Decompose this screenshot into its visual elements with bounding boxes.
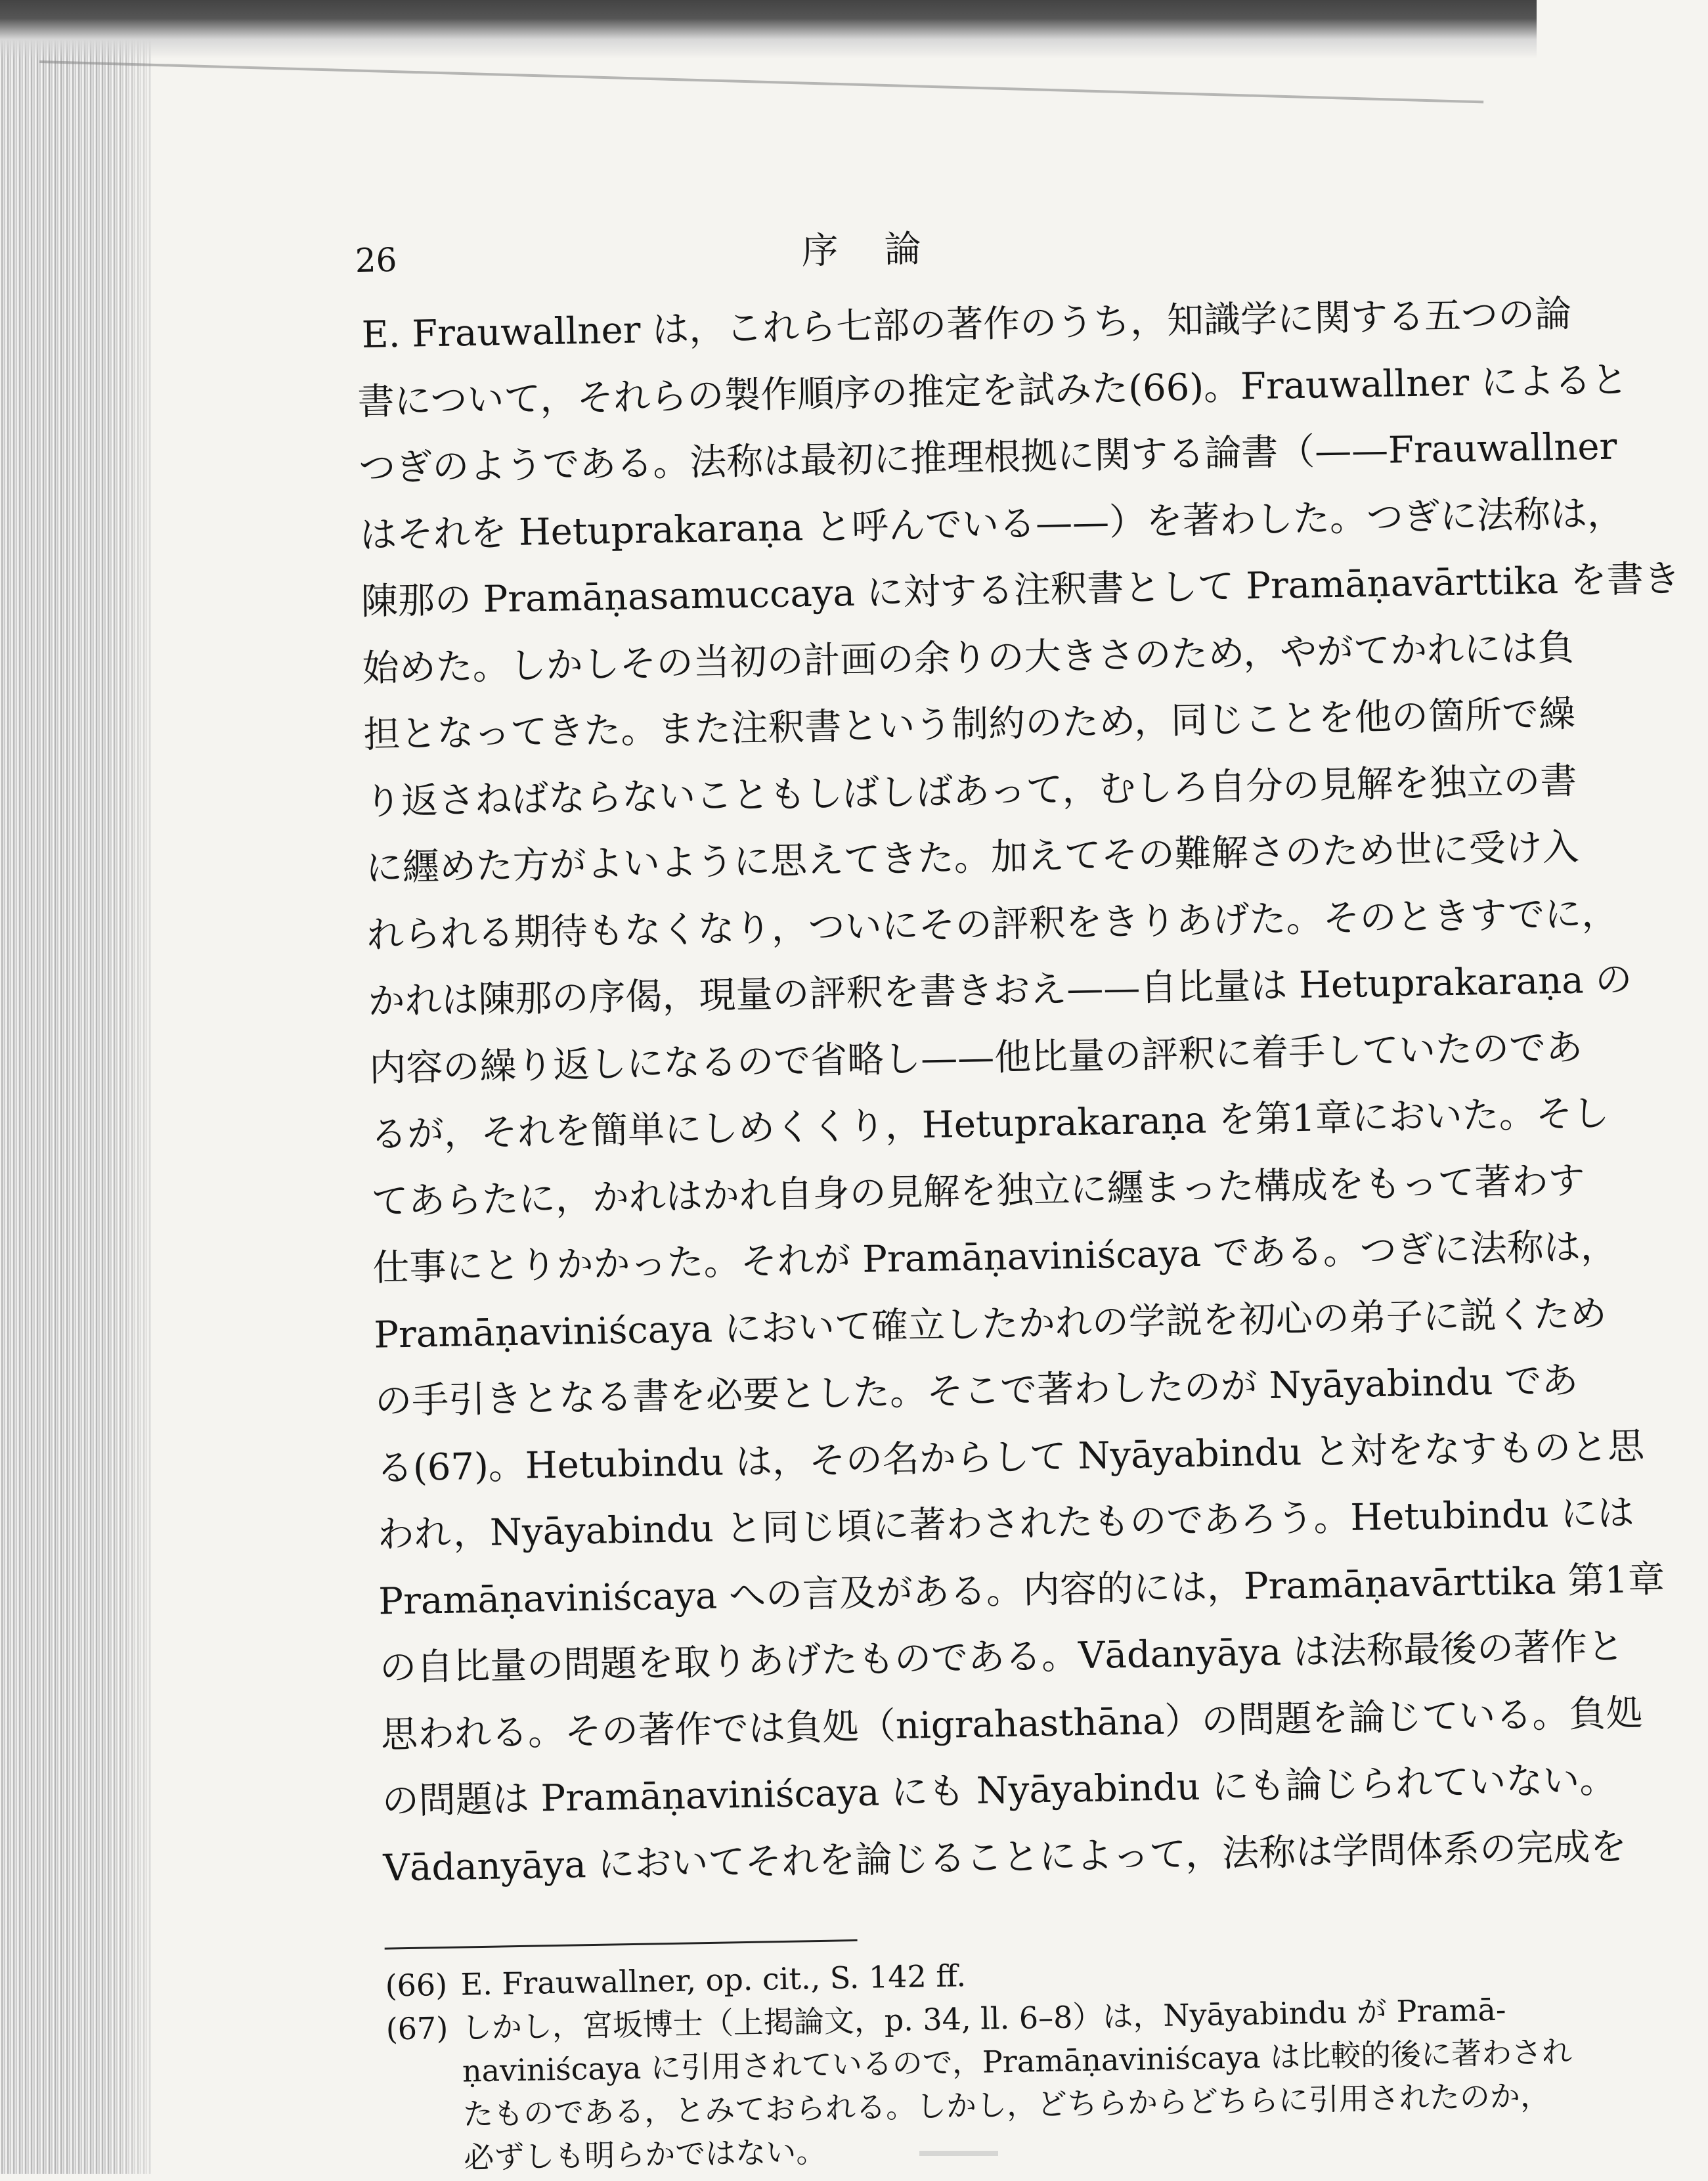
footnote-line: E. Frauwallner, op. cit., S. 142 ff. [460, 1958, 967, 2002]
body-line: 担となってきた。また注釈書という制約のため，同じことを他の箇所で繰 [362, 692, 1576, 757]
body-line: つぎのようである。法称は最初に推理根拠に関する論書（——Frauwallner [358, 425, 1617, 490]
body-line: るが，それを簡単にしめくくり，Hetuprakaraṇa を第1章においた。そし [370, 1091, 1610, 1157]
body-line: り返さねばならないこともしばしばあって，むしろ自分の見解を独立の書 [364, 759, 1577, 824]
body-line: はそれを Hetuprakaraṇa と呼んでいる——）を著わした。つぎに法称は， [359, 491, 1625, 557]
body-line: れられる期待もなくなり，ついにその評釈をきりあげた。そのときすでに， [366, 892, 1619, 957]
book-page [355, 210, 1681, 2180]
body-line: Pramāṇaviniścaya において確立したかれの学説を初心の弟子に説くため [373, 1292, 1608, 1357]
body-line: 思われる。その著作では負処（nigrahasthāna）の問題を論じている。負処 [380, 1691, 1643, 1757]
body-line: に纒めた方がよいように思えてきた。加えてその難解さのため世に受け入 [365, 826, 1580, 890]
body-line: てあらたに，かれはかれ自身の見解を独立に纒まった構成をもって著わす [371, 1159, 1586, 1223]
body-line: 仕事にとりかかった。それが Pramāṇaviniścaya である。つぎに法称は， [372, 1225, 1618, 1290]
body-line: 陳那の Pramāṇasamuccaya に対する注釈書として Pramāṇavārttika を書き [361, 557, 1681, 623]
body-line: Vādanyāya においてそれを論じることによって，法称は学問体系の完成を [382, 1825, 1627, 1890]
body-line: E. Frauwallner は，これら七部の著作のうち，知識学に関する五つの論 [361, 292, 1572, 357]
footnote-rule [385, 1939, 858, 1950]
body-line: の手引きとなる書を必要とした。そこで著わしたのが Nyāyabindu であ [374, 1359, 1579, 1423]
scan-top-shadow [0, 0, 1537, 59]
footnotes [385, 1945, 1573, 2181]
footnote-line: しかし，宮坂博士（上掲論文，p. 34, ll. 6–8）は，Nyāyabindu が Pramā- [461, 1991, 1506, 2046]
body-line: 内容の繰り返しになるので省略し——他比量の評釈に着手していたのであ [368, 1026, 1583, 1090]
body-line: われ，Nyāyabindu と同じ頃に著わされたものであろう。Hetubindu には [377, 1491, 1635, 1556]
body-line: 書について，それらの製作順序の推定を試みた(66)。Frauwallner によると [357, 358, 1629, 424]
footnote-line: ṇaviniścaya に引用されているので，Pramāṇaviniścaya は比較的後に著わされ [462, 2034, 1573, 2089]
page-number: 26 [355, 240, 397, 280]
body-text [356, 282, 1681, 1901]
book-edge-fade [105, 0, 184, 2174]
body-line: る(67)。Hetubindu は，その名からして Nyāyabindu と対をなすものと思 [376, 1424, 1645, 1490]
footnote-mark: (67) [385, 2010, 449, 2047]
footnote-line: たものである，とみておられる。しかし，どちらからどちらに引用されたのか， [462, 2077, 1551, 2132]
scan-top-line [39, 60, 1483, 103]
body-line: 始めた。しかしその当初の計画の余りの大きさのため，やがてかれには負 [362, 626, 1575, 690]
body-line: Pramāṇaviniścaya への言及がある。内容的には，Pramāṇavārttika 第1章 [378, 1558, 1665, 1623]
footnote-line: 必ずしも明らかではない。 [463, 2133, 827, 2176]
body-line: の自比量の問題を取りあげたものである。Vādanyāya は法称最後の著作と [379, 1625, 1625, 1690]
body-line: の問題は Pramāṇaviniścaya にも Nyāyabindu にも論じられていない。 [382, 1758, 1617, 1823]
body-line: かれは陳那の序偈，現量の評釈を書きおえ——自比量は Hetuprakaraṇa の [367, 958, 1632, 1023]
footnote-mark: (66) [385, 1966, 448, 2004]
running-title: 序論 [801, 227, 968, 273]
scan-smudge [919, 2151, 998, 2156]
